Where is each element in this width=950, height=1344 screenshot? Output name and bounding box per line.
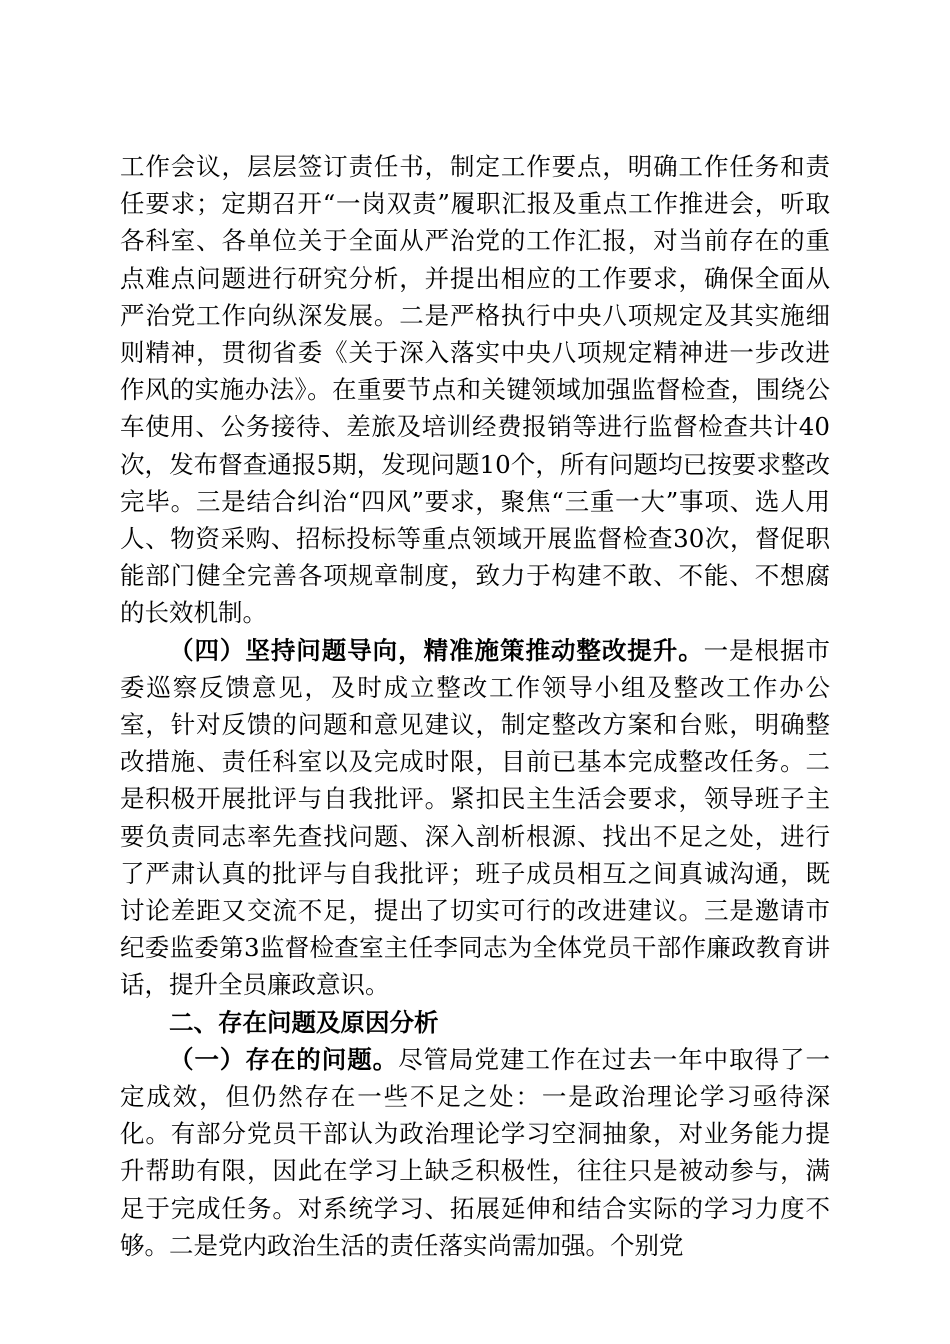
paragraph-text: 工作会议，层层签订责任书，制定工作要点，明确工作任务和责任要求；定期召开“一岗双责”履职汇报及重点工作推进会，听取各科室、各单位关于全面从严治党的工作汇报，对当前存在的重点难点问题进行研究分析，并提出相应的工作要求，确保全面从严治党工作向纵深发展。二是严格执行中央八项规定及其实施细则精神，贯彻省委《关于深入落实中央八项规定精神进一步改进作风的实施办法》。在重要节点和关键领域加强监督检查，围绕公车使用、公务接待、差旅及培训经费报销等进行监督检查共计40次，发布督查通报5期，发现问题10个，所有问题均已按要求整改完毕。三是结合纠治“四风”要求，聚焦“三重一大”事项、选人用人、物资采购、招标投标等重点领域开展监督检查30次，督促职能部门健全完善各项规章制度，致力于构建不敢、不能、不想腐的长效机制。 xyxy=(120,152,830,628)
document-page xyxy=(120,148,830,1264)
section-heading: 二、存在问题及原因分析 xyxy=(169,1007,439,1037)
body-paragraph-1 xyxy=(120,148,830,632)
paragraph-text: 尽管局党建工作在过去一年中取得了一定成效，但仍然存在一些不足之处：一是政治理论学习亟待深化。有部分党员干部认为政治理论学习空洞抽象，对业务能力提升帮助有限，因此在学习上缺乏积极性，往往只是被动参与，满足于完成任务。对系统学习、拓展延伸和结合实际的学习力度不够。二是党内政治生活的责任落实尚需加强。个别党 xyxy=(120,1044,830,1260)
paragraph-text: 一是根据市委巡察反馈意见，及时成立整改工作领导小组及整改工作办公室，针对反馈的问题和意见建议，制定整改方案和台账，明确整改措施、责任科室以及完成时限，目前已基本完成整改任务。二是积极开展批评与自我批评。紧扣民主生活会要求，领导班子主要负责同志率先查找问题、深入剖析根源、找出不足之处，进行了严肃认真的批评与自我批评；班子成员相互之间真诚沟通，既讨论差距又交流不足，提出了切实可行的改进建议。三是邀请市纪委监委第3监督检查室主任李同志为全体党员干部作廉政教育讲话，提升全员廉政意识。 xyxy=(120,635,831,1000)
paragraph-lead-heading: （一）存在的问题。 xyxy=(169,1044,399,1074)
body-paragraph-3 xyxy=(120,1041,830,1264)
body-paragraph-2 xyxy=(120,632,830,1004)
paragraph-lead-heading: （四）坚持问题导向，精准施策推动整改提升。 xyxy=(169,635,704,665)
